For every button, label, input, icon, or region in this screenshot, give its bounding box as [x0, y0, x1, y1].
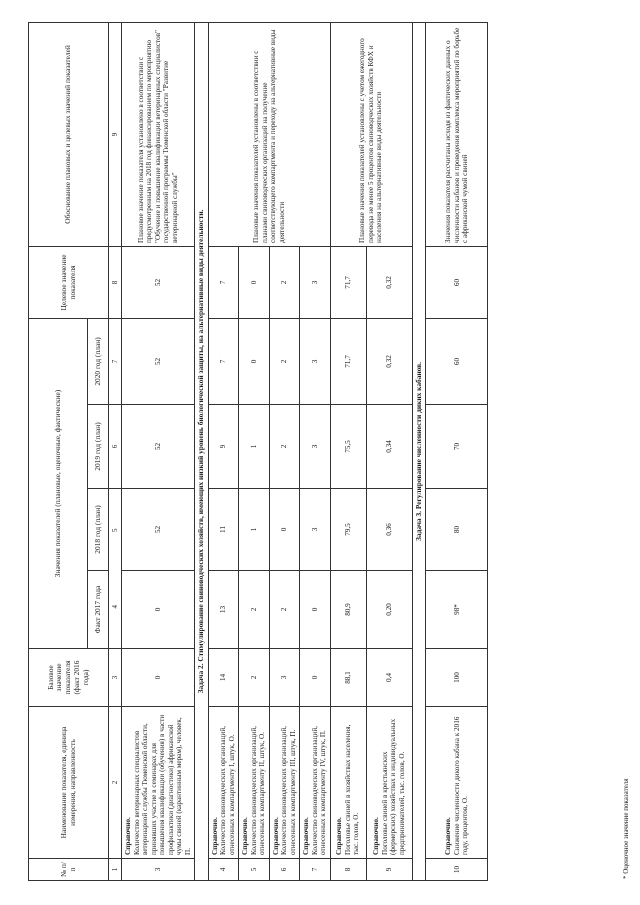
colnum: 1: [109, 859, 122, 881]
row-y2018: 1: [239, 489, 269, 571]
row-name: [269, 707, 299, 859]
row-y2020: 52: [122, 318, 195, 404]
ref-label: Справочно.: [241, 817, 250, 855]
row-name-text: Снижение численности дикого кабана к 2016 году, процентов, О.: [452, 716, 470, 855]
table-row: [426, 22, 488, 880]
header-y2020: 2020 год (план): [88, 318, 109, 404]
row-y2019: 0,34: [366, 405, 412, 489]
header-y2019: 2019 год (план): [88, 405, 109, 489]
row-rationale: Значения показателя рассчитаны исходя из фактических данных о численности кабанов и проведения комплекса мероприятий по борьбе с африканской чумой свиней: [426, 22, 488, 246]
row-base: 14: [208, 649, 238, 707]
row-name: [300, 707, 330, 859]
row-f2017: 0: [122, 571, 195, 649]
row-y2020: 60: [426, 318, 488, 404]
header-base: Базовое значение показателя (факт 2016 года): [29, 649, 109, 707]
row-base: 0: [122, 649, 195, 707]
ref-label: Справочно.: [302, 817, 311, 855]
row-target: 52: [122, 246, 195, 318]
row-n: 3: [122, 859, 195, 881]
row-y2019: 9: [208, 405, 238, 489]
row-name: [330, 707, 366, 859]
task-2: Задача 2. Стимулирование свиноводческих хозяйств, имеющих низкий уровень биологической защиты, на альтернативные виды деятельности.: [195, 22, 209, 880]
row-n: 5: [239, 859, 269, 881]
row-y2020: 0,32: [366, 318, 412, 404]
row-target: 60: [426, 246, 488, 318]
row-y2018: 52: [122, 489, 195, 571]
row-y2018: 0: [269, 489, 299, 571]
table-row: [122, 22, 195, 880]
row-y2018: 3: [300, 489, 330, 571]
header-target: Целевое значение показателя: [29, 246, 109, 318]
table-row: [208, 22, 238, 880]
row-name-text: Поголовье свиней в хозяйствах населения, тыс. голов, О.: [343, 724, 361, 855]
row-base: 88,1: [330, 649, 366, 707]
row-y2018: 79,5: [330, 489, 366, 571]
ref-label: Справочно.: [372, 817, 381, 855]
row-name-text: Поголовье свиней в крестьянских (фермерских) хозяйствах и индивидуальных предпринимателей, тыс. голов, О.: [380, 718, 406, 855]
row-y2020: 3: [300, 318, 330, 404]
footnote: * Оценочное значение показателя: [622, 778, 630, 879]
row-n: 10: [426, 859, 488, 881]
header-fact2017: Факт 2017 года: [88, 571, 109, 649]
row-name: [208, 707, 238, 859]
row-y2020: 7: [208, 318, 238, 404]
row-target: 0,32: [366, 246, 412, 318]
row-y2019: 70: [426, 405, 488, 489]
row-f2017: 0: [300, 571, 330, 649]
header-y2018: 2018 год (план): [88, 489, 109, 571]
row-y2018: 11: [208, 489, 238, 571]
indicators-table: [28, 22, 488, 881]
colnum: 8: [109, 246, 122, 318]
row-name-text: Количество свиноводческих организаций, отнесенных к компартменту I, штук, О.: [219, 726, 236, 855]
colnum: 3: [109, 649, 122, 707]
row-target: 3: [300, 246, 330, 318]
task-row: [195, 22, 209, 880]
row-n: 7: [300, 859, 330, 881]
ref-label: Справочно.: [124, 817, 133, 855]
row-name: [366, 707, 412, 859]
row-base: 100: [426, 649, 488, 707]
row-n: 8: [330, 859, 366, 881]
header-n: № п/п: [29, 859, 109, 881]
table-row: [330, 22, 366, 880]
row-name: [122, 707, 195, 859]
colnum: 6: [109, 405, 122, 489]
row-f2017: 2: [269, 571, 299, 649]
task-row: [412, 22, 426, 880]
row-y2020: 0: [239, 318, 269, 404]
ref-label: Справочно.: [271, 817, 280, 855]
row-base: 0: [300, 649, 330, 707]
row-y2020: 71,7: [330, 318, 366, 404]
row-f2017: 2: [239, 571, 269, 649]
row-rationale: Плановое значение показателя установлено в соответствии с предусмотренным на 2018 год финансированием по мероприятию "Обучение и повышение квалификации ветеринарных специалистов" государственной программы Тюменской области "Развитие ветеринарной службы": [122, 22, 195, 246]
colnum: 2: [109, 707, 122, 859]
row-name-text: Количество свиноводческих организаций, отнесенных к компартменту IV, штук, П.: [310, 726, 328, 855]
header-rationale: Обоснование плановых и целевых значений показателей: [29, 22, 109, 246]
colnum: 4: [111, 605, 119, 609]
header-values: Значения показателей (плановые, оценочные, фактические): [29, 318, 88, 648]
row-f2017: 0,20: [366, 571, 412, 649]
ref-label: Справочно.: [335, 817, 344, 855]
row-name-text: Количество свиноводческих организаций, отнесенных к компартменту II, штук, О.: [249, 726, 267, 855]
header-name: Наименование показателя, единица измерения, направленность: [29, 707, 109, 859]
row-f2017: 98*: [426, 571, 488, 649]
row-target: 0: [239, 246, 269, 318]
row-target: 7: [208, 246, 238, 318]
column-numbers-row: [109, 22, 122, 880]
row-base: 3: [269, 649, 299, 707]
row-n: 9: [366, 859, 412, 881]
row-target: 71,7: [330, 246, 366, 318]
colnum: 7: [109, 318, 122, 404]
header-row-1: [29, 22, 88, 880]
colnum: 9: [109, 22, 122, 246]
row-y2019: 75,5: [330, 405, 366, 489]
row-y2020: 2: [269, 318, 299, 404]
row-base: 0,4: [366, 649, 412, 707]
row-n: 4: [208, 859, 238, 881]
row-name: [426, 707, 488, 859]
row-name-text: Количество свиноводческих организаций, отнесенных к компартменту III, штук, П.: [280, 726, 297, 855]
row-y2018: 0,36: [366, 489, 412, 571]
row-y2018: 80: [426, 489, 488, 571]
colnum: 5: [111, 528, 119, 532]
row-f2017: 80,9: [330, 571, 366, 649]
task-3: Задача 3. Регулирование численности диких кабанов.: [412, 22, 426, 880]
row-f2017: 13: [208, 571, 238, 649]
row-name: [239, 707, 269, 859]
row-name-text: Количество ветеринарных специалистов ветеринарной службы Тюменской области, принявших участие в семинарах для повышения квалификации (обучения) в части профилактики (диагностики) африканской чумы свиней (карантинным мерам), человек, П.: [132, 714, 192, 855]
row-y2019: 52: [122, 405, 195, 489]
row-target: 2: [269, 246, 299, 318]
row-y2019: 2: [269, 405, 299, 489]
row-base: 2: [239, 649, 269, 707]
row-y2019: 1: [239, 405, 269, 489]
rationale-8-9: Плановые значения показателей установлены с учетом ежегодного перевода не менее 5 процентов свиноводческих хозяйств КФХ и населения на альтернативные виды деятельности: [330, 22, 412, 246]
row-n: 6: [269, 859, 299, 881]
ref-label: Справочно.: [444, 817, 453, 855]
colnum: [109, 489, 122, 649]
rationale-4-7: Плановые значения показателей установлены в соответствии с планами свиноводческих организаций на получение соответствующего компартмента и переходу на альтернативные виды деятельности: [208, 22, 330, 246]
row-y2019: 3: [300, 405, 330, 489]
ref-label: Справочно.: [210, 817, 219, 855]
